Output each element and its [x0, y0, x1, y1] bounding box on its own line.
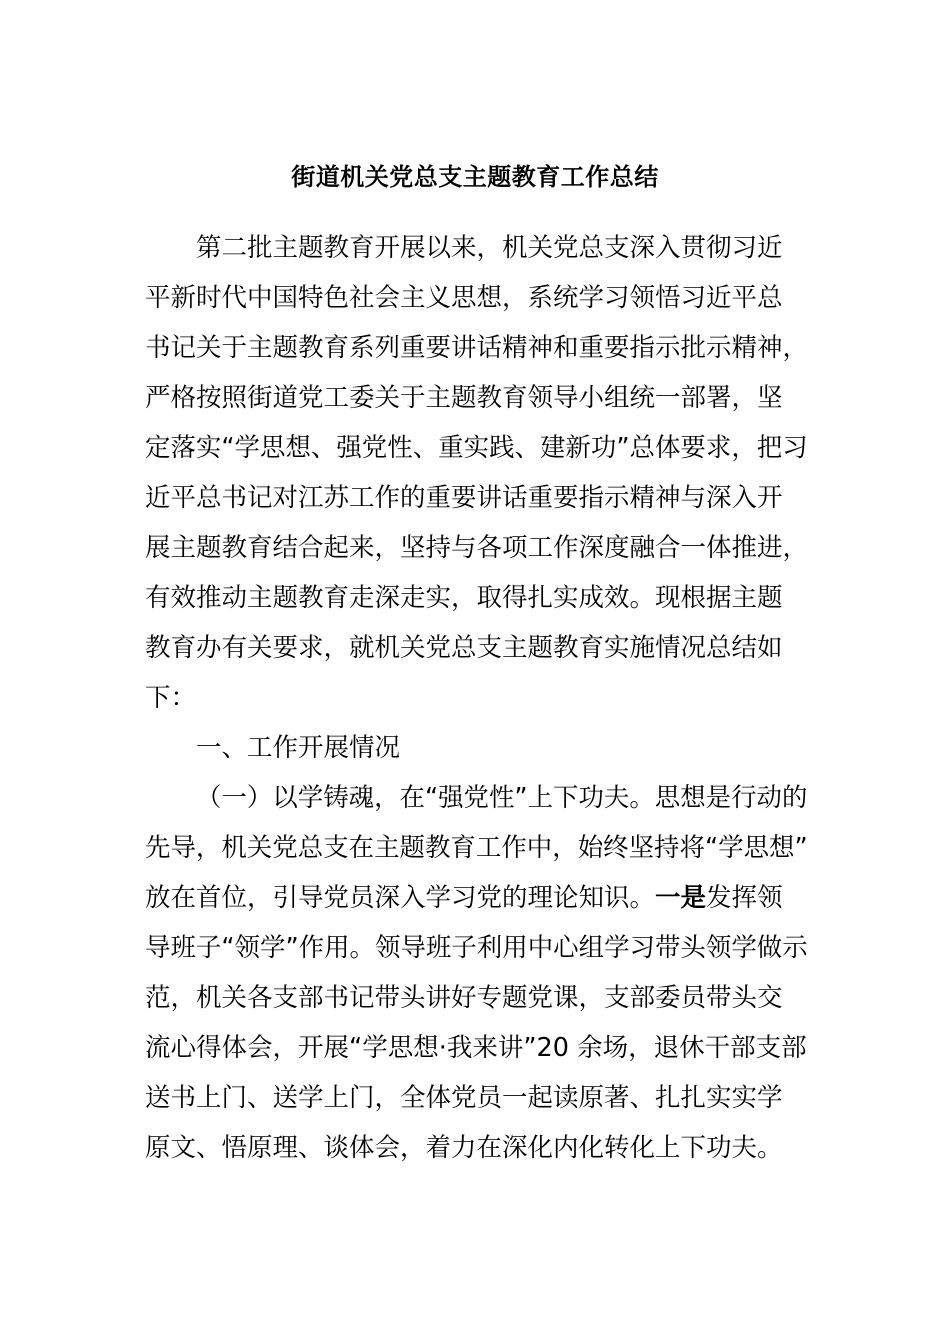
paragraph-1-line-1: 第二批主题教育开展以来，机关党总支深入贯彻习近 — [196, 233, 783, 263]
paragraph-2-line-1: （一）以学铸魂，在“强党性”上下功夫。思想是行动的 — [196, 783, 808, 813]
paragraph-2-line-3-text-b: 发挥领 — [706, 883, 783, 913]
paragraph-1-line-8: 有效推动主题教育走深走实，取得扎实成效。现根据主题 — [145, 583, 783, 613]
paragraph-1-line-10: 下： — [145, 683, 197, 713]
document-title: 街道机关党总支主题教育工作总结 — [291, 163, 659, 191]
paragraph-1-line-2: 平新时代中国特色社会主义思想，系统学习领悟习近平总 — [145, 283, 783, 313]
paragraph-2-line-7: 送书上门、送学上门，全体党员一起读原著、扎扎实实学 — [145, 1083, 783, 1113]
emphasis-first-point: 一是 — [655, 883, 707, 913]
paragraph-2-line-6: 流心得体会，开展“学思想·我来讲”20 余场，退休干部支部 — [145, 1033, 807, 1063]
section-heading-1: 一、工作开展情况 — [196, 733, 401, 763]
paragraph-2-line-5: 范，机关各支部书记带头讲好专题党课，支部委员带头交 — [145, 983, 783, 1013]
paragraph-1-line-5: 定落实“学思想、强党性、重实践、建新功”总体要求，把习 — [145, 433, 808, 463]
paragraph-1-line-6: 近平总书记对江苏工作的重要讲话重要指示精神与深入开 — [145, 483, 783, 513]
paragraph-1-line-3: 书记关于主题教育系列重要讲话精神和重要指示批示精神， — [145, 333, 809, 363]
paragraph-2-line-2: 先导，机关党总支在主题教育工作中，始终坚持将“学思想” — [145, 833, 808, 863]
paragraph-2-line-3 — [145, 873, 783, 923]
paragraph-2-line-4: 导班子“领学”作用。领导班子利用中心组学习带头领学做示 — [145, 933, 808, 963]
paragraph-1-line-9: 教育办有关要求，就机关党总支主题教育实施情况总结如 — [145, 633, 783, 663]
paragraph-2-line-8: 原文、悟原理、谈体会，着力在深化内化转化上下功夫。 — [145, 1133, 783, 1163]
paragraph-1-line-7: 展主题教育结合起来，坚持与各项工作深度融合一体推进， — [145, 533, 809, 563]
paragraph-1-line-4: 严格按照街道党工委关于主题教育领导小组统一部署，坚 — [145, 383, 783, 413]
paragraph-2-line-3-text-a: 放在首位，引导党员深入学习党的理论知识。 — [145, 883, 656, 913]
